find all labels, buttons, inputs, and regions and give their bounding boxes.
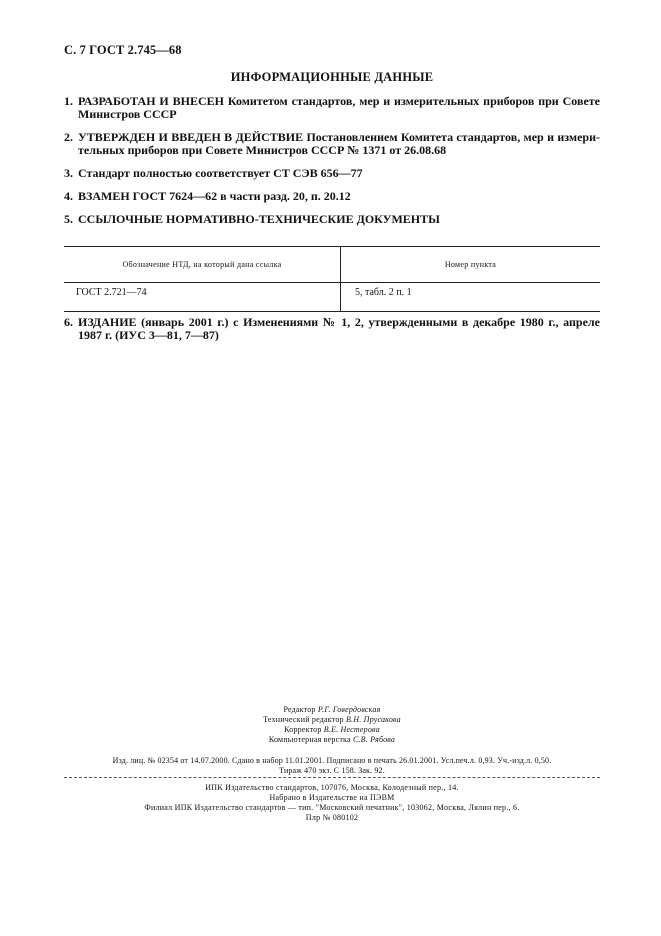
info-item — [64, 316, 600, 342]
credit-line — [64, 705, 600, 715]
publisher-line: Плр № 080102 — [305, 813, 359, 822]
info-item — [64, 167, 600, 180]
item-text: РАЗРАБОТАН И ВНЕСЕН Комитетом стандартов, мер и измерительных приборов при Совете Министров СССР — [78, 94, 600, 121]
credit-line — [64, 735, 600, 745]
table-header-row — [64, 247, 600, 283]
item-number: 6. — [64, 315, 73, 329]
column-header-document: Обозначение НТД, на который дана ссылка — [64, 247, 341, 283]
credit-person: В.Н. Прусакова — [345, 715, 401, 724]
credit-role: Редактор — [283, 705, 316, 714]
item-text: ВЗАМЕН ГОСТ 7624—62 в части разд. 20, п. 20.12 — [78, 189, 351, 203]
edition-info — [64, 316, 600, 352]
table-cell-document: ГОСТ 2.721—74 — [64, 283, 341, 312]
credit-person: С.В. Рябова — [352, 735, 396, 744]
credit-person: В.Е. Нестерова — [323, 725, 380, 734]
item-text: ИЗДАНИЕ (январь 2001 г.) с Изменениями № 1, 2, утвержденными в декабре 1980 г., апреле 1987 г. (ИУС 3—81, 7—87) — [78, 315, 600, 342]
item-text: ССЫЛОЧНЫЕ НОРМАТИВНО-ТЕХНИЧЕСКИЕ ДОКУМЕНТЫ — [78, 212, 440, 226]
imprint-block — [64, 756, 600, 776]
credit-role: Компьютерная верстка — [268, 735, 351, 744]
section-title: ИНФОРМАЦИОННЫЕ ДАННЫЕ — [230, 70, 434, 84]
publisher-line: Филиал ИПК Издательство стандартов — тип. "Московский печатник", 103062, Москва, Лялин пер., 6. — [144, 803, 520, 812]
info-item — [64, 213, 600, 226]
item-number: 5. — [64, 212, 73, 226]
credit-person: Р.Г. Говердовская — [317, 705, 381, 714]
credit-role: Корректор — [284, 725, 322, 734]
info-item — [64, 95, 600, 121]
reference-documents-table — [64, 246, 600, 312]
publisher-line: ИПК Издательство стандартов, 107076, Москва, Колодезный пер., 14. — [205, 783, 459, 792]
item-number: 3. — [64, 166, 73, 180]
credits-block — [64, 705, 600, 745]
info-items-list — [64, 95, 600, 236]
publisher-block — [64, 783, 600, 823]
imprint-line: Изд. лиц. № 02354 от 14.07.2000. Сдано в набор 11.01.2001. Подписано в печать 26.01.2001. Усл.печ.л. 0,93. Уч.-изд.л. 0,50. — [112, 756, 552, 765]
item-number: 2. — [64, 130, 73, 144]
item-number: 1. — [64, 94, 73, 108]
table-row — [64, 283, 600, 312]
item-text: УТВЕРЖДЕН И ВВЕДЕН В ДЕЙСТВИЕ Постановлением Комитета стандартов, мер и измерительных приборов при Совете Министров СССР № 1371 от 26.08.68 — [78, 130, 600, 157]
page-header: С. 7 ГОСТ 2.745—68 — [64, 43, 182, 57]
credit-line — [64, 725, 600, 735]
column-header-clause: Номер пункта — [341, 247, 601, 283]
credit-line — [64, 715, 600, 725]
info-item — [64, 190, 600, 203]
dashed-divider — [64, 777, 600, 778]
credit-role: Технический редактор — [263, 715, 344, 724]
imprint-line: Тираж 470 экз. С 158. Зак. 92. — [279, 766, 385, 775]
item-text: Стандарт полностью соответствует СТ СЭВ 656—77 — [78, 166, 363, 180]
info-item — [64, 131, 600, 157]
item-number: 4. — [64, 189, 73, 203]
publisher-line: Набрано в Издательстве на ПЭВМ — [269, 793, 395, 802]
table-cell-clause: 5, табл. 2 п. 1 — [355, 287, 412, 298]
